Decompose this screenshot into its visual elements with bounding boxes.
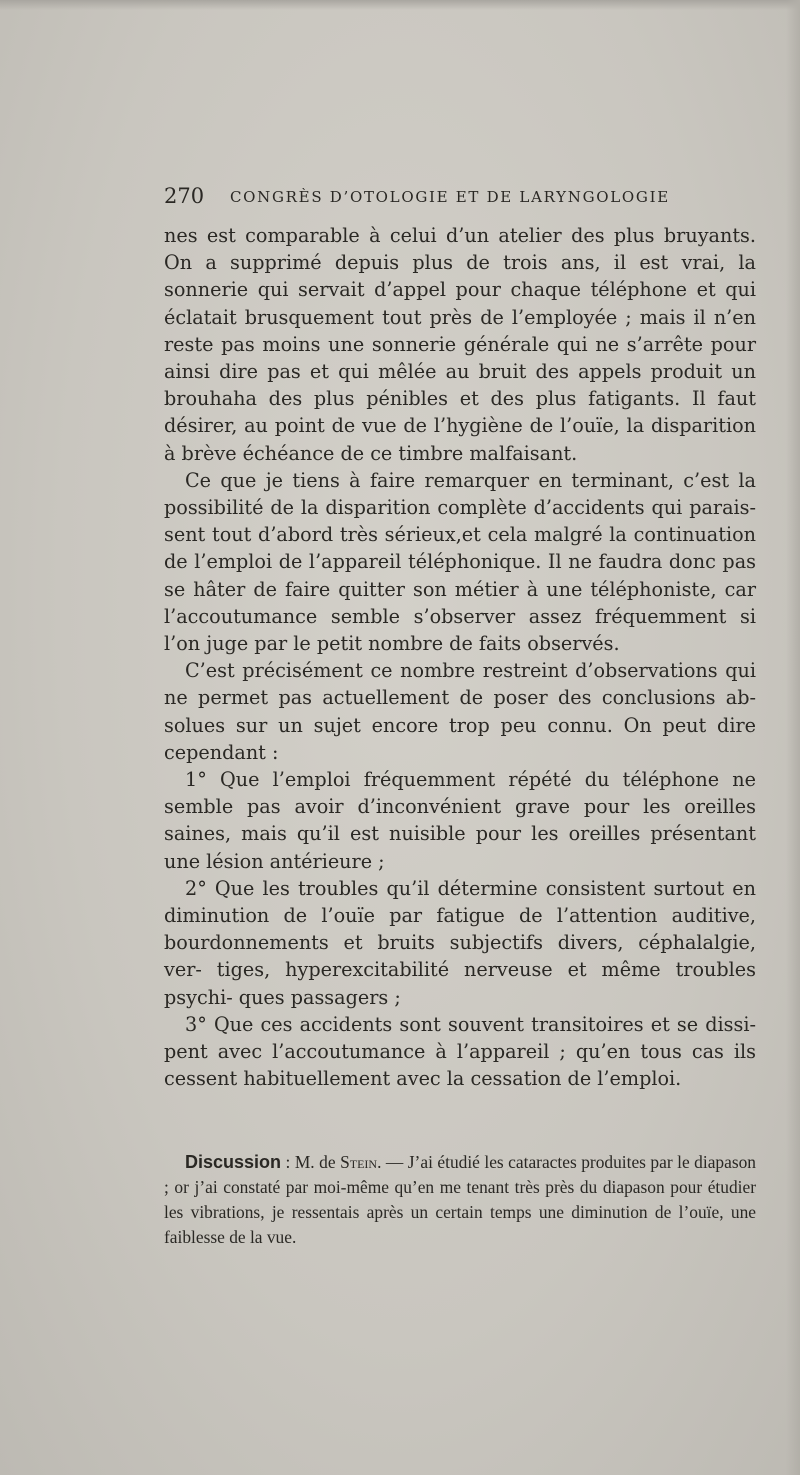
running-head [164,180,724,216]
paragraph: C’est précisément ce nombre restreint d’observations qui ne permet pas actuellement de poser des conclusions ab- solues sur un sujet encore trop peu connu. On peut dire cependant : [164,659,756,764]
body-text [164,222,756,1093]
conclusion-item: 1° Que l’emploi fréquemment répété du téléphone ne semble pas avoir d’inconvénient grave pour les oreilles saines, mais qu’il est nuisible pour les oreilles présentant une lésion antérieure ; [164,768,756,873]
page-right-edge [786,0,800,1475]
page-number: 270 [164,184,205,208]
paragraph: Ce que je tiens à faire remarquer en terminant, c’est la possibilité de la disparition complète d’accidents qui parais- sent tout d’abord très sérieux,et cela malgré la continuation de l’emploi de l’appareil téléphonique. Il ne faudra donc pas se hâter de faire quitter son métier à une téléphoniste, car l’accoutumance semble s’observer assez fréquemment si l’on juge par le petit nombre de faits observés. [164,468,756,656]
discussion-paragraph [164,1150,756,1250]
paragraph: nes est comparable à celui d’un atelier des plus bruyants. On a supprimé depuis plus de trois ans, il est vrai, la sonnerie qui servait d’appel pour chaque téléphone et qui éclatait brusquement tout près de l’employée ; mais il n’en reste pas moins une sonnerie générale qui ne s’arrête pour ainsi dire pas et qui mêlée au bruit des appels produit un brouhaha des plus pénibles et des plus fatigants. Il faut désirer, au point de vue de l’hygiène de l’ouïe, la disparition à brève échéance de ce timbre malfaisant. [164,224,756,465]
running-title: CONGRÈS D’OTOLOGIE ET DE LARYNGOLOGIE [230,188,670,206]
page-top-edge [0,0,800,10]
conclusion-item: 3° Que ces accidents sont souvent transitoires et se dissi- pent avec l’accoutumance à l’appareil ; qu’en tous cas ils cessent habituellement avec la cessation de l’emploi. [164,1012,756,1091]
conclusion-item: 2° Que les troubles qu’il détermine consistent surtout en diminution de l’ouïe par fatigue de l’attention auditive, bourdonnements et bruits subjectifs divers, céphalalgie, ver- tiges, hyperexcitabilité nerveuse et même troubles psychi- ques passagers ; [164,876,756,1009]
discussion-speaker-prefix: : M. de [281,1152,341,1172]
discussion-text: . — J’ai étudié les cataractes produites par le diapason ; or j’ai constaté par moi-même qu’en me tenant très près du diapason pour étudier les vibrations, je ressentais après un certain temps une diminution de l’ouïe, une faiblesse de la vue. [164,1152,756,1247]
discussion-speaker-name: Stein [340,1152,378,1172]
discussion-label: Discussion [185,1152,282,1172]
